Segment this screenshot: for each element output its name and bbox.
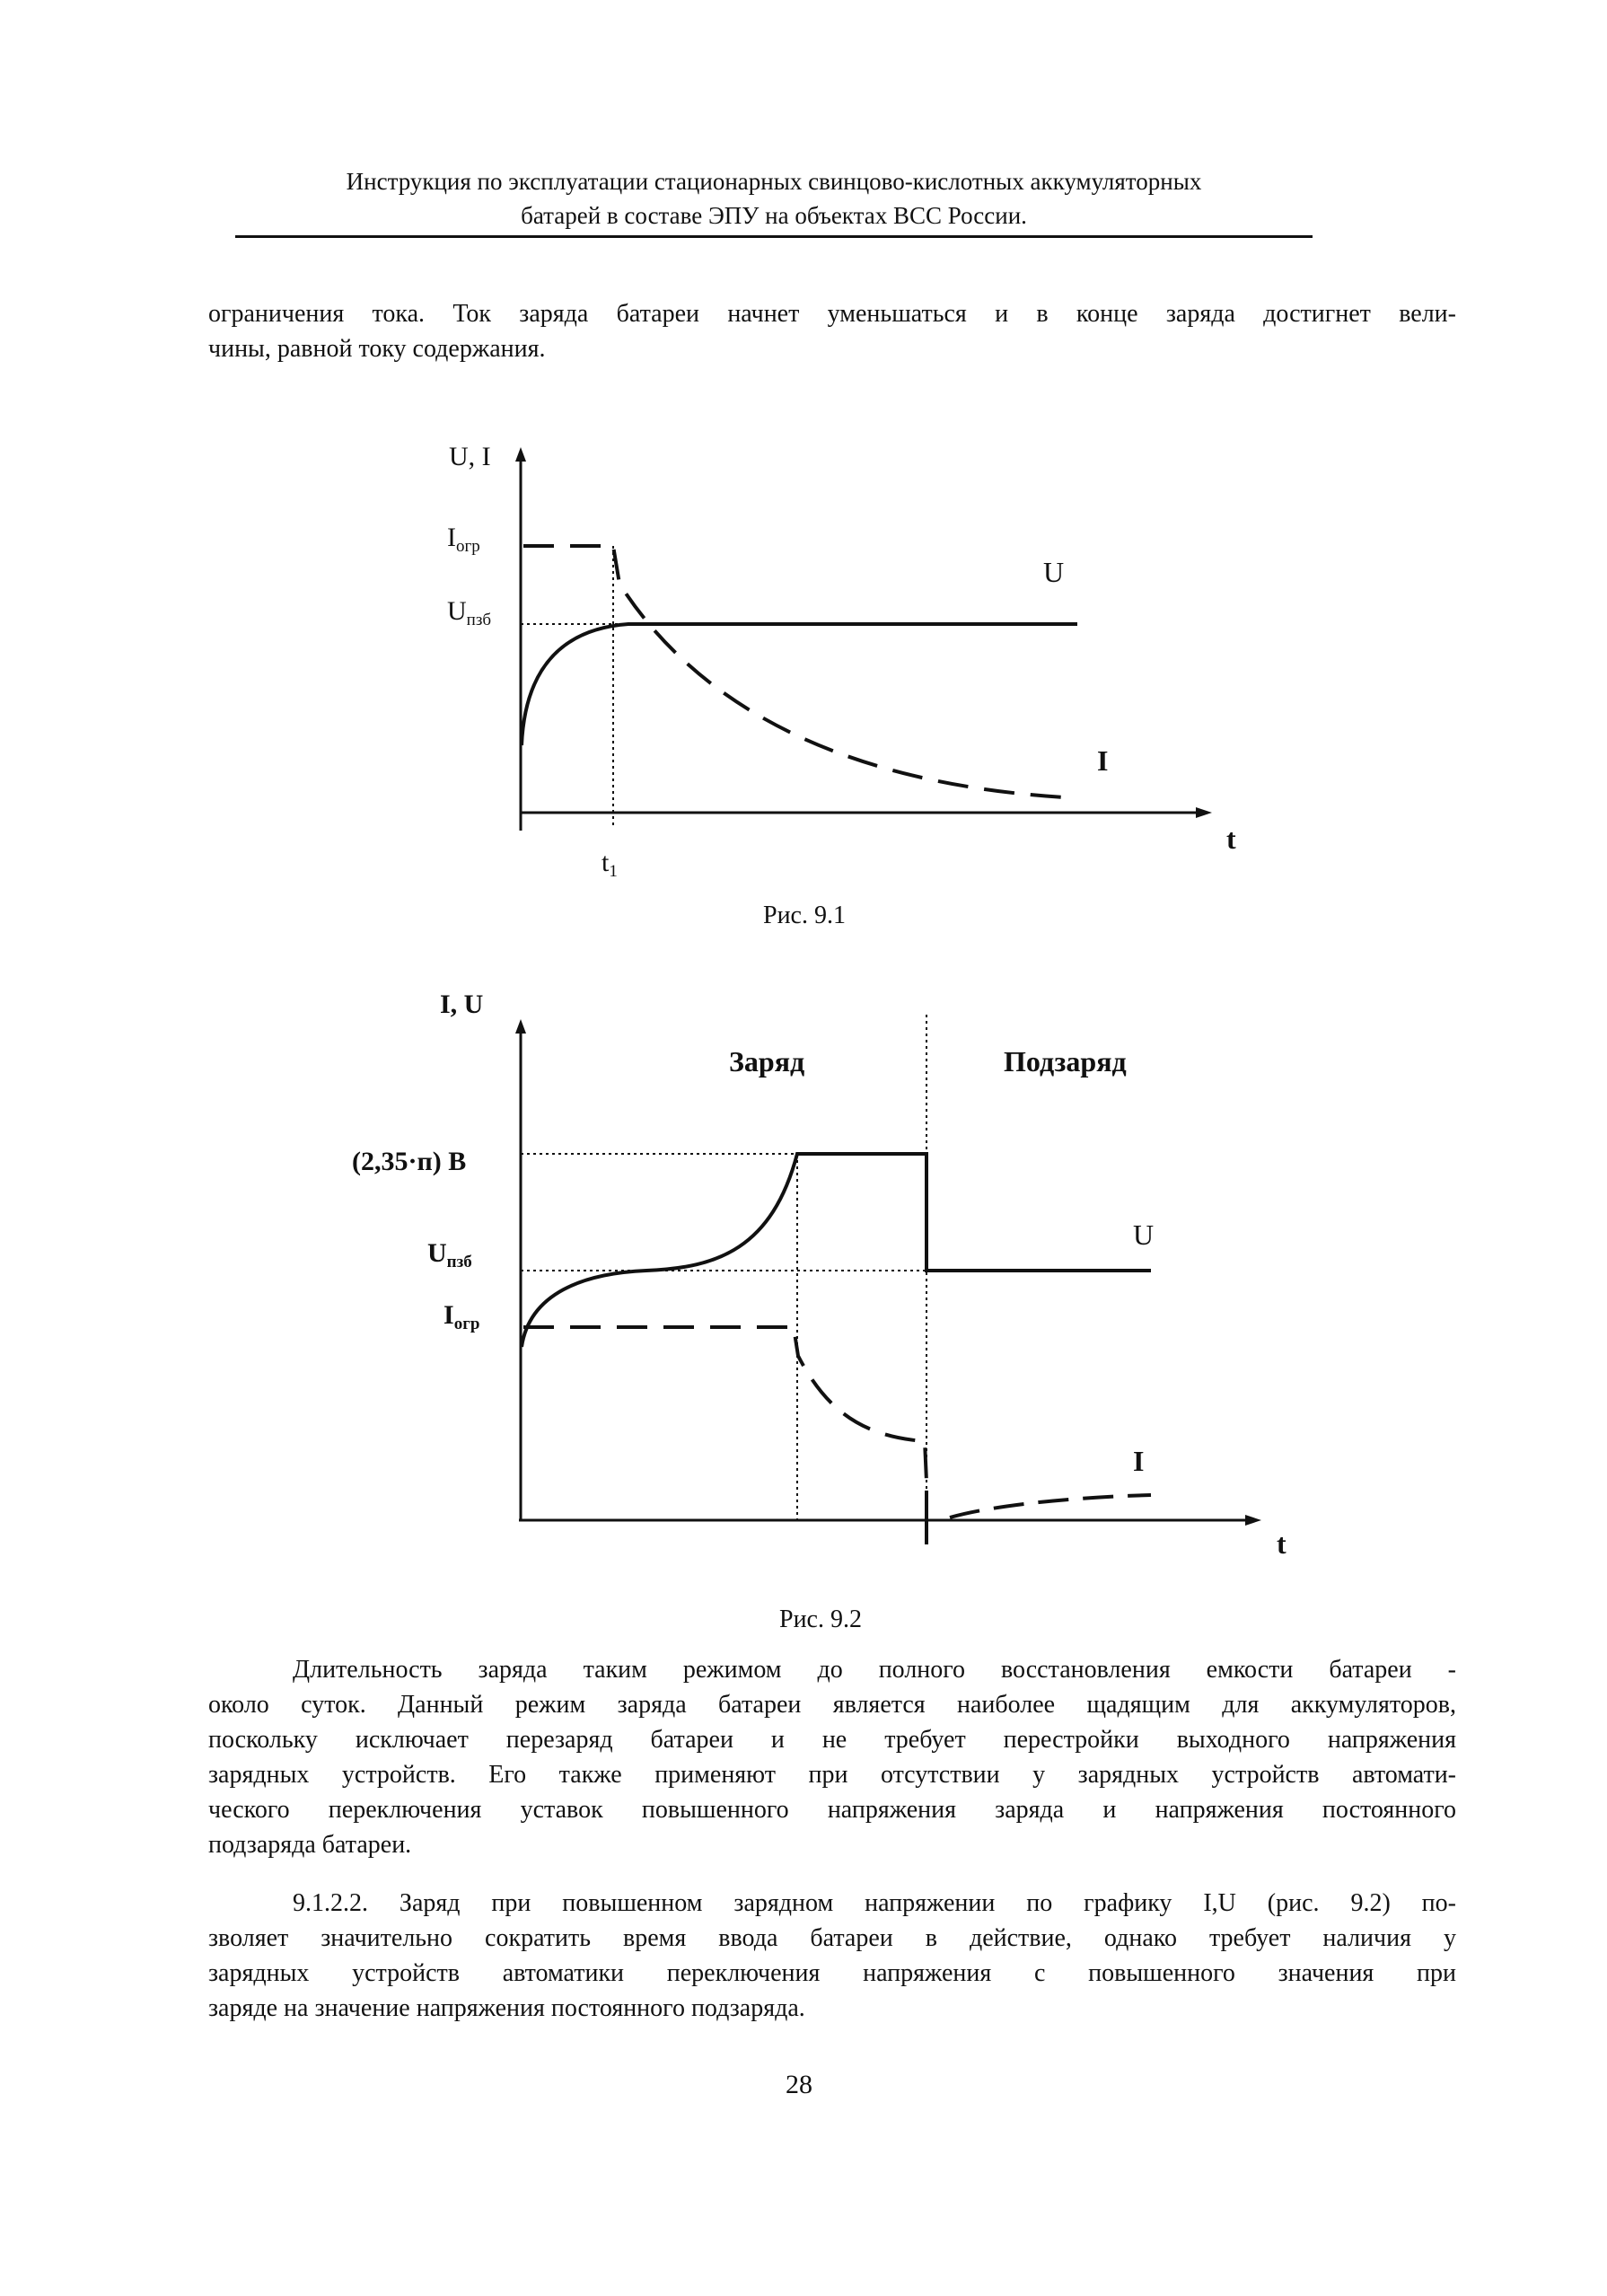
header-line-1: Инструкция по эксплуатации стационарных свинцово-кислотных аккумуляторных	[346, 168, 1202, 195]
paragraph-line: зарядных устройств автоматики переключения напряжения с повышенного значения при	[208, 1959, 1456, 1987]
paragraph-line: заряде на значение напряжения постоянного подзаряда.	[208, 1994, 805, 2022]
paragraph-line: поскольку исключает перезаряд батареи и не требует перестройки выходного напряжения	[208, 1726, 1456, 1754]
paragraph-line: около суток. Данный режим заряда батареи является наиболее щадящим для аккумуляторов,	[208, 1691, 1456, 1719]
paragraph-line: 9.1.2.2. Заряд при повышенном зарядном напряжении по графику I,U (рис. 9.2) по-	[293, 1889, 1456, 1917]
fig2-phase-float-label: Подзаряд	[1004, 1045, 1127, 1078]
paragraph-line: зарядных устройств. Его также применяют при отсутствии у зарядных устройств автомати-	[208, 1761, 1456, 1789]
fig2-y-axis-arrow	[515, 1019, 526, 1034]
header-line-2: батарей в составе ЭПУ на объектах ВСС России.	[521, 202, 1027, 229]
paragraph-line: подзаряда батареи.	[208, 1831, 412, 1859]
fig2-caption: Рис. 9.2	[779, 1605, 862, 1633]
paragraph-line: чины, равной току содержания.	[208, 335, 546, 363]
paragraph-line: ческого переключения уставок повышенного напряжения заряда и напряжения постоянного	[208, 1796, 1456, 1824]
fig2-tick-u-float: $U_{пзб}$	[427, 1238, 472, 1271]
paragraph-duration	[208, 1652, 1456, 1862]
fig1-y-axis-label: U, I	[449, 442, 491, 471]
fig2-curve-u-label: U	[1133, 1218, 1155, 1251]
fig1-curve-u-label: U	[1043, 556, 1065, 588]
fig2-i-curve-float	[950, 1495, 1151, 1517]
page-number: 28	[786, 2070, 812, 2099]
fig2-x-axis-label: t	[1277, 1527, 1286, 1560]
fig1-caption: Рис. 9.1	[763, 902, 846, 929]
fig2-y-axis-label: I, U	[440, 990, 484, 1019]
paragraph-line: Длительность заряда таким режимом до полного восстановления емкости батареи -	[293, 1656, 1456, 1684]
fig1-curve-i-label: I	[1097, 744, 1109, 777]
fig2-u-curve	[522, 1154, 1151, 1347]
paragraph-line: ограничения тока. Ток заряда батареи начнет уменьшаться и в конце заряда достигнет вели-	[208, 300, 1456, 328]
fig2-tick-high-voltage: (2,35·п) В	[352, 1147, 467, 1176]
fig1-x-axis-label: t	[1226, 823, 1236, 855]
fig2-x-axis-arrow	[1245, 1515, 1261, 1526]
fig2-phase-charge-label: Заряд	[729, 1045, 805, 1078]
fig2-tick-i-limit: $I_{огр}$	[443, 1300, 480, 1333]
fig1-tick-i-limit: $I_{огр}$	[447, 523, 480, 556]
fig1-tick-u-float: $U_{пзб}$	[447, 596, 492, 629]
fig2-i-curve-charge	[523, 1327, 926, 1482]
fig2-curve-i-label: I	[1133, 1445, 1145, 1477]
fig1-x-tick-t1: $t_1$	[602, 848, 618, 881]
paragraph-9-1-2-2	[208, 1886, 1456, 2026]
paragraph-line: зволяет значительно сократить время ввода батареи в действие, однако требует наличия у	[208, 1924, 1456, 1952]
